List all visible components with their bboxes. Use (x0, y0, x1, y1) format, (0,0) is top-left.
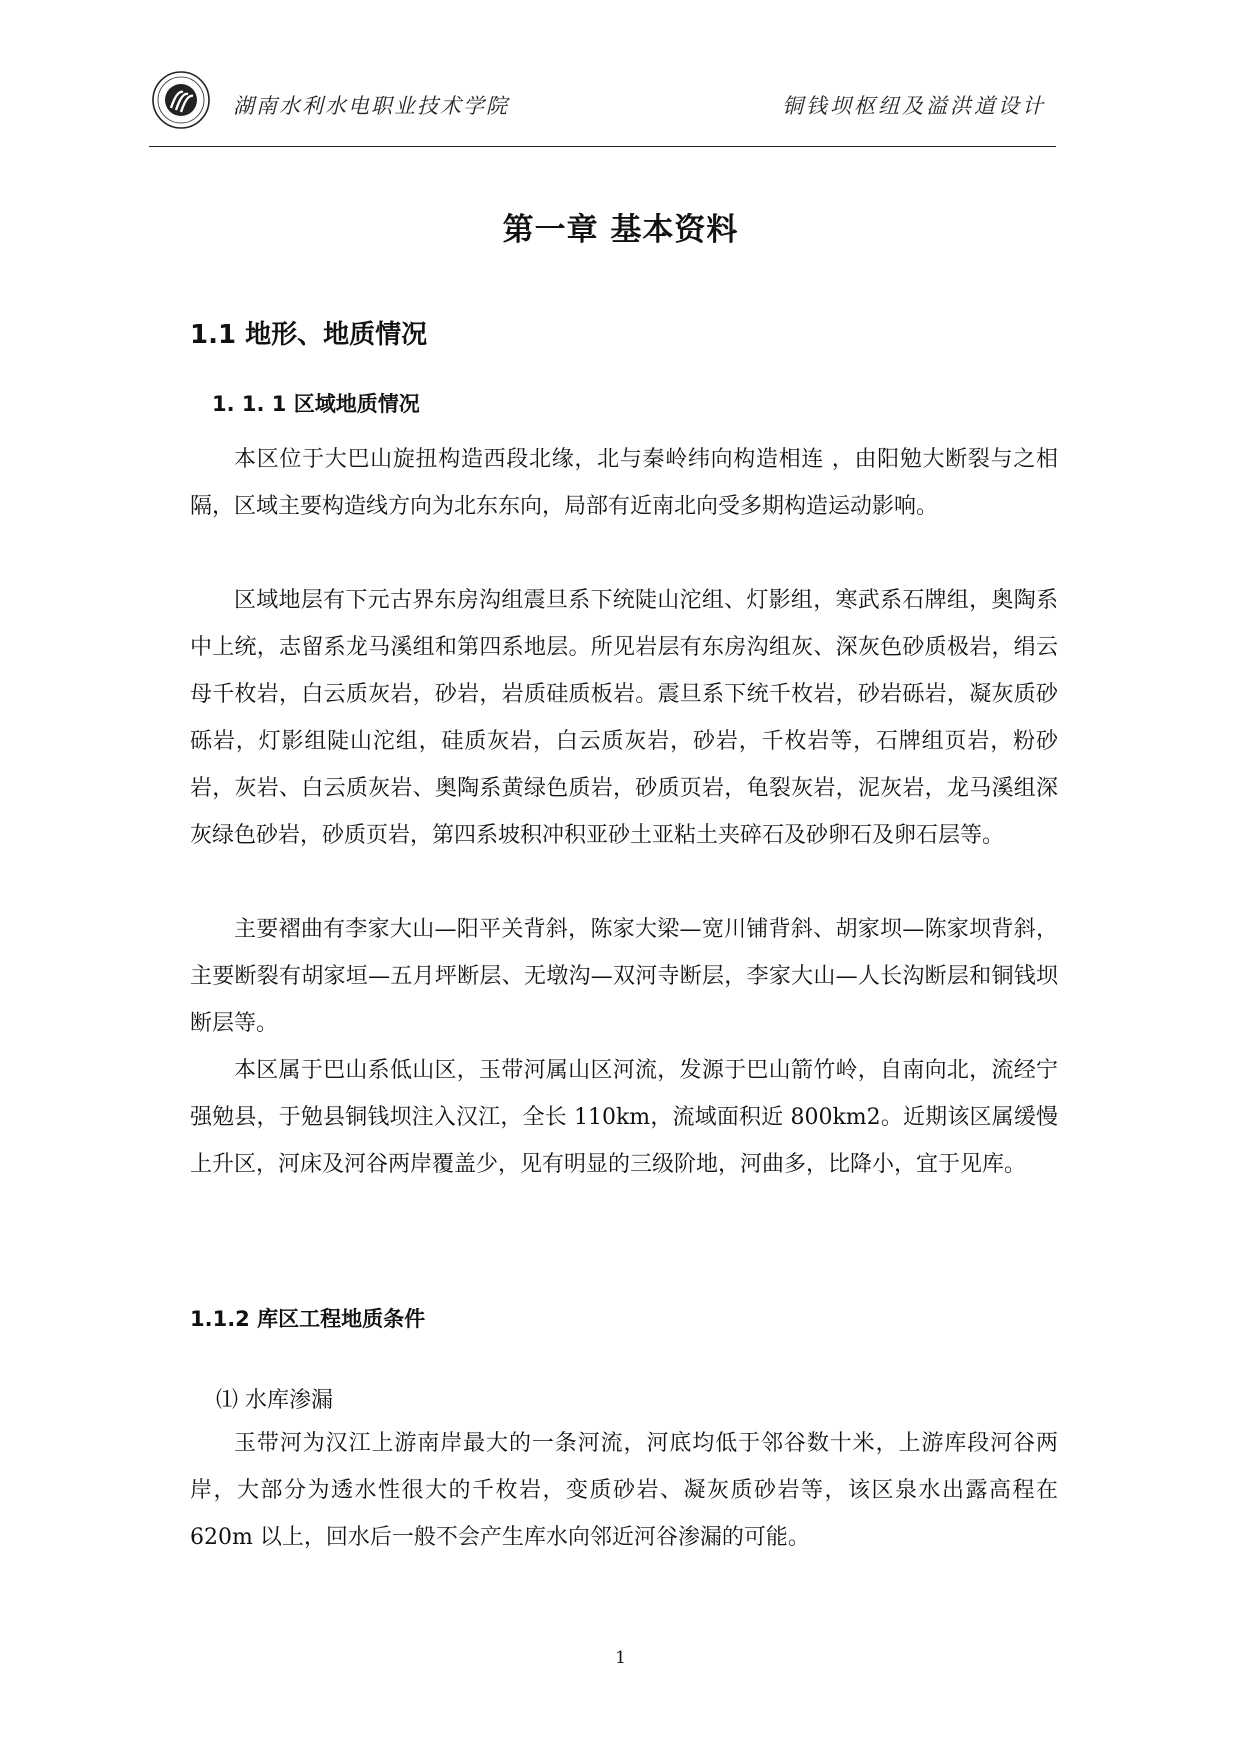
paragraph: 主要褶曲有李家大山—阳平关背斜，陈家大梁—宽川铺背斜、胡家坝—陈家坝背斜，主要断裂有胡家垣—五月坪断层、无墩沟—双河寺断层，李家大山—人长沟断层和铜钱坝断层等。 (190, 917, 1058, 1036)
subsection-heading: 1. 1. 1 区域地质情况 (212, 392, 420, 416)
chapter-title: 第一章 基本资料 (502, 212, 739, 248)
list-item-label: ⑴ 水库渗漏 (216, 1388, 333, 1413)
header-institution: 湖南水利水电职业技术学院 (233, 94, 509, 118)
school-logo-icon (151, 70, 211, 130)
paragraph: 本区属于巴山系低山区，玉带河属山区河流，发源于巴山箭竹岭，自南向北，流经宁强勉县，于勉县铜钱坝注入汉江，全长 110km，流域面积近 800km2。近期该区属缓慢上升区，河床及河谷两岸覆盖少，见有明显的三级阶地，河曲多，比降小，宜于见库。 (190, 1058, 1058, 1177)
page-number: 1 (615, 1648, 626, 1668)
paragraph: 区域地层有下元古界东房沟组震旦系下统陡山沱组、灯影组，寒武系石牌组，奥陶系中上统，志留系龙马溪组和第四系地层。所见岩层有东房沟组灰、深灰色砂质极岩，绢云母千枚岩，白云质灰岩，砂岩，岩质硅质板岩。震旦系下统千枚岩，砂岩砾岩，凝灰质砂砾岩，灯影组陡山沱组，硅质灰岩，白云质灰岩，砂岩，千枚岩等，石牌组页岩，粉砂岩，灰岩、白云质灰岩、奥陶系黄绿色质岩，砂质页岩，龟裂灰岩，泥灰岩，龙马溪组深灰绿色砂岩，砂质页岩，第四系坡积冲积亚砂土亚粘土夹碎石及砂卵石及卵石层等。 (190, 588, 1058, 848)
subsection-heading: 1.1.2 库区工程地质条件 (190, 1307, 426, 1331)
header-project-title: 铜钱坝枢纽及溢洪道设计 (782, 94, 1046, 118)
page-header (149, 62, 1056, 147)
section-heading: 1.1 地形、地质情况 (190, 320, 428, 350)
paragraph: 玉带河为汉江上游南岸最大的一条河流，河底均低于邻谷数十米，上游库段河谷两岸，大部分为透水性很大的千枚岩，变质砂岩、凝灰质砂岩等，该区泉水出露高程在 620m 以上，回水后一般不会产生库水向邻近河谷渗漏的可能。 (190, 1431, 1058, 1550)
paragraph: 本区位于大巴山旋扭构造西段北缘，北与秦岭纬向构造相连 ，由阳勉大断裂与之相隔，区域主要构造线方向为北东东向，局部有近南北向受多期构造运动影响。 (190, 447, 1058, 519)
